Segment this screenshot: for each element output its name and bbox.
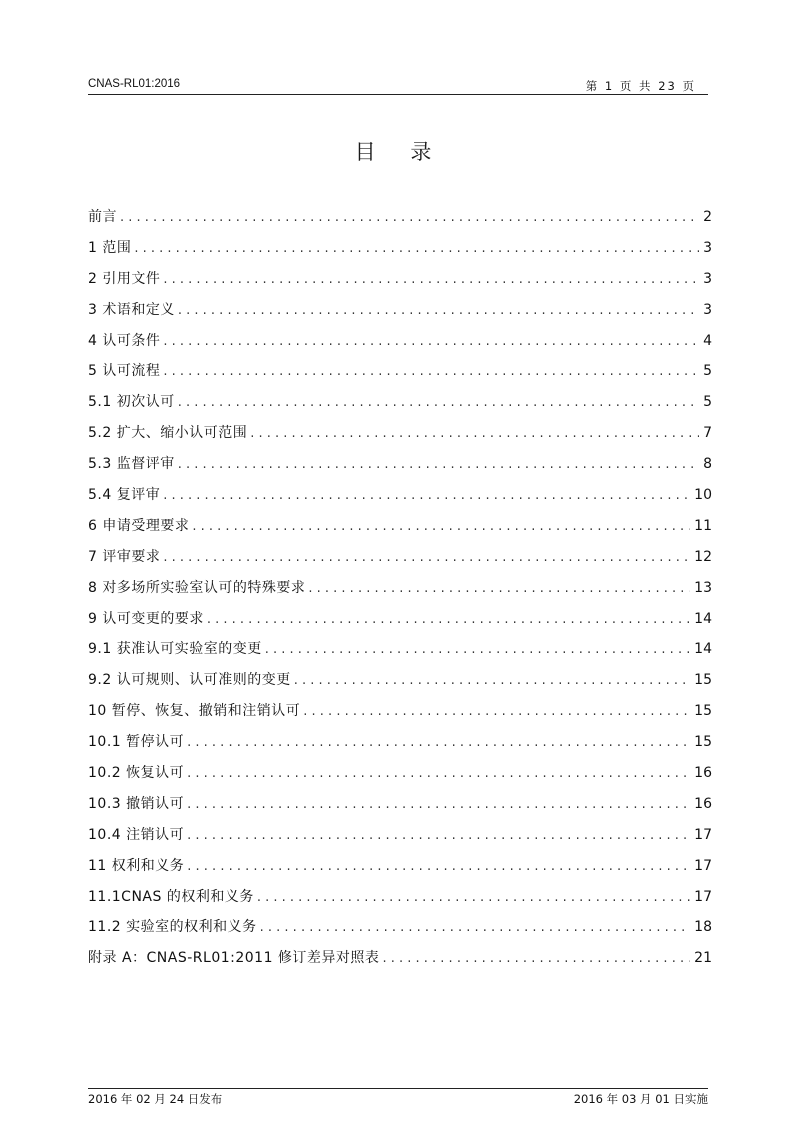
dot-leader <box>178 395 699 410</box>
toc-entry-label: 10.2 恢复认可 <box>88 765 185 782</box>
toc-entry-page: 3 <box>703 239 712 256</box>
dot-leader <box>178 303 699 318</box>
toc-entry-page: 10 <box>694 487 712 504</box>
toc-entry-label: 9 认可变更的要求 <box>88 610 204 627</box>
toc-entry[interactable] <box>88 268 712 299</box>
dot-leader <box>250 426 699 441</box>
dot-leader <box>207 612 690 627</box>
toc-entry-label: 5.2 扩大、缩小认可范围 <box>88 425 248 442</box>
toc-entry-label: 11.1CNAS 的权利和义务 <box>88 888 254 905</box>
toc-entry-label: 10 暂停、恢复、撤销和注销认可 <box>88 703 301 720</box>
toc-entry-page: 17 <box>694 888 712 905</box>
toc-entry[interactable] <box>88 453 712 484</box>
toc-entry-page: 16 <box>694 765 712 782</box>
dot-leader <box>308 581 690 596</box>
implementation-date: 2016 年 03 月 01 日实施 <box>573 1092 708 1106</box>
toc-entry-label: 前言 <box>88 209 117 225</box>
issue-date: 2016 年 02 月 24 日发布 <box>88 1092 223 1106</box>
toc-entry-label: 5.4 复评审 <box>88 487 161 504</box>
dot-leader <box>260 920 691 935</box>
toc-entry-page: 11 <box>694 517 712 534</box>
document-code: CNAS-RL01:2016 <box>88 78 181 90</box>
toc-entry-label: 1 范围 <box>88 239 132 256</box>
toc-entry[interactable] <box>88 299 712 330</box>
toc-entry[interactable] <box>88 916 712 947</box>
toc-entry-page: 3 <box>703 270 712 287</box>
toc-entry-label: 5.3 监督评审 <box>88 456 175 473</box>
dot-leader <box>187 735 690 750</box>
toc-entry[interactable] <box>88 577 712 608</box>
toc-entry-page: 15 <box>694 703 712 720</box>
toc-entry-page: 18 <box>694 919 712 936</box>
toc-entry-page: 16 <box>694 795 712 812</box>
toc-entry-page: 2 <box>703 209 712 225</box>
toc-entry-label: 7 评审要求 <box>88 548 161 565</box>
toc-entry-label: 5.1 初次认可 <box>88 394 175 411</box>
dot-leader <box>382 951 690 966</box>
dot-leader <box>178 457 699 472</box>
page-title: 目 录 <box>354 140 446 164</box>
toc-entry-page: 7 <box>703 425 712 442</box>
toc-entry-label: 11.2 实验室的权利和义务 <box>88 919 257 936</box>
dot-leader <box>163 488 690 503</box>
toc-entry-page: 14 <box>694 610 712 627</box>
toc-entry[interactable] <box>88 762 712 793</box>
toc-entry[interactable] <box>88 484 712 515</box>
page-header <box>88 76 708 95</box>
toc-entry[interactable] <box>88 793 712 824</box>
toc-entry[interactable] <box>88 700 712 731</box>
dot-leader <box>163 272 699 287</box>
toc-entry-page: 15 <box>694 734 712 751</box>
table-of-contents <box>88 206 712 978</box>
toc-entry-label: 8 对多场所实验室认可的特殊要求 <box>88 579 306 596</box>
toc-entry-label: 3 术语和定义 <box>88 301 175 318</box>
toc-entry-page: 15 <box>694 672 712 689</box>
toc-entry[interactable] <box>88 237 712 268</box>
toc-entry[interactable] <box>88 391 712 422</box>
toc-entry[interactable] <box>88 669 712 700</box>
toc-entry[interactable] <box>88 824 712 855</box>
toc-entry-label: 6 申请受理要求 <box>88 517 190 534</box>
toc-entry-page: 4 <box>703 332 712 349</box>
toc-entry-page: 3 <box>703 301 712 318</box>
toc-entry-page: 17 <box>694 857 712 874</box>
toc-entry-label: 10.1 暂停认可 <box>88 734 185 751</box>
toc-entry-label: 4 认可条件 <box>88 332 161 349</box>
toc-entry-label: 9.2 认可规则、认可准则的变更 <box>88 672 291 689</box>
toc-entry-label: 9.1 获准认可实验室的变更 <box>88 641 262 658</box>
dot-leader <box>163 550 690 565</box>
toc-entry[interactable] <box>88 360 712 391</box>
toc-entry-label: 10.4 注销认可 <box>88 826 185 843</box>
dot-leader <box>265 642 690 657</box>
dot-leader <box>187 766 690 781</box>
toc-entry[interactable] <box>88 886 712 917</box>
toc-entry-page: 12 <box>694 548 712 565</box>
toc-entry-page: 14 <box>694 641 712 658</box>
dot-leader <box>294 673 690 688</box>
toc-entry-page: 5 <box>703 394 712 411</box>
dot-leader <box>257 890 690 905</box>
toc-entry[interactable] <box>88 608 712 639</box>
toc-entry[interactable] <box>88 855 712 886</box>
toc-entry-page: 8 <box>703 456 712 473</box>
dot-leader <box>187 797 690 812</box>
toc-entry[interactable] <box>88 206 712 237</box>
toc-entry-label: 2 引用文件 <box>88 270 161 287</box>
toc-entry[interactable] <box>88 638 712 669</box>
toc-entry[interactable] <box>88 422 712 453</box>
toc-entry[interactable] <box>88 515 712 546</box>
toc-entry-label: 11 权利和义务 <box>88 857 185 874</box>
dot-leader <box>163 334 699 349</box>
toc-entry-page: 5 <box>703 363 712 380</box>
toc-entry[interactable] <box>88 731 712 762</box>
toc-entry[interactable] <box>88 947 712 978</box>
dot-leader <box>187 859 690 874</box>
page-footer <box>88 1088 708 1105</box>
dot-leader <box>120 210 699 225</box>
toc-entry-label: 10.3 撤销认可 <box>88 795 185 812</box>
dot-leader <box>163 364 699 379</box>
toc-entry-label: 附录 A：CNAS-RL01:2011 修订差异对照表 <box>88 950 380 967</box>
toc-entry-label: 5 认可流程 <box>88 363 161 380</box>
dot-leader <box>134 241 699 256</box>
toc-entry[interactable] <box>88 546 712 577</box>
toc-entry[interactable] <box>88 330 712 361</box>
dot-leader <box>303 704 690 719</box>
toc-entry-page: 21 <box>694 950 712 967</box>
toc-entry-page: 17 <box>694 826 712 843</box>
toc-entry-page: 13 <box>694 579 712 596</box>
dot-leader <box>187 828 690 843</box>
dot-leader <box>192 519 690 534</box>
page-number-info: 第 1 页 共 23 页 <box>585 79 696 93</box>
